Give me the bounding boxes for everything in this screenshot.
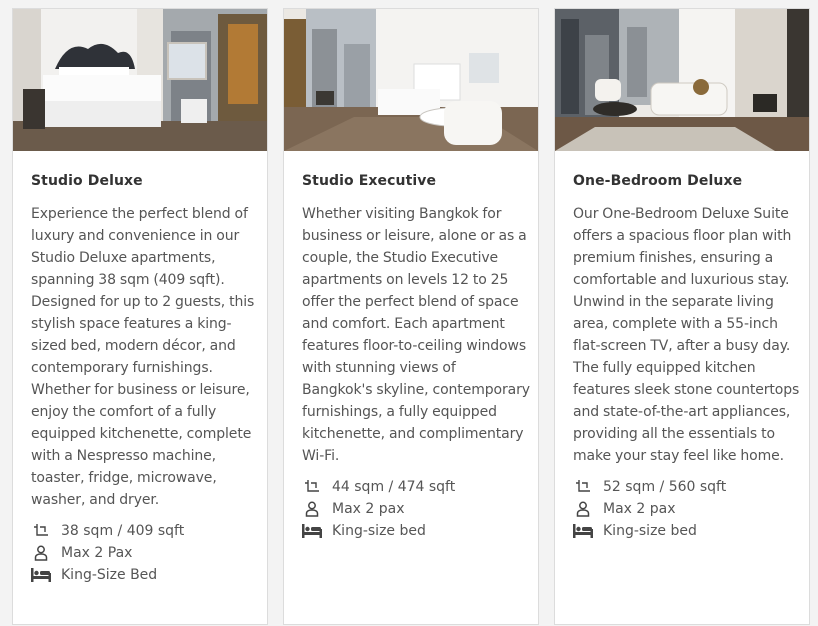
floor-area-icon — [31, 522, 51, 540]
room-title: Studio Executive — [302, 173, 437, 189]
room-card-studio-deluxe — [12, 8, 268, 625]
feature-bed-text: King-Size Bed — [61, 567, 158, 583]
bed-icon — [573, 522, 593, 540]
feature-bed-text: King-size bed — [332, 523, 426, 539]
feature-bed-text: King-size bed — [603, 523, 697, 539]
feature-area-text: 44 sqm / 474 sqft — [332, 479, 456, 495]
guest-icon — [31, 544, 51, 562]
floor-area-icon — [302, 478, 322, 496]
bed-icon — [302, 522, 322, 540]
room-title: Studio Deluxe — [31, 173, 143, 189]
feature-bed — [302, 520, 530, 542]
feature-area — [302, 476, 530, 498]
feature-bed — [31, 564, 259, 586]
feature-guests-text: Max 2 Pax — [61, 545, 133, 561]
room-card-one-bedroom-deluxe — [554, 8, 810, 625]
room-photo[interactable] — [555, 9, 809, 151]
guest-icon — [302, 500, 322, 518]
feature-guests — [31, 542, 259, 564]
room-description: Whether visiting Bangkok for business or leisure, alone or as a couple, the Studio Executive apartments on levels 12 to 25 offer the perfect blend of space and comfort. Each apartment features floor-to-ceiling windows with stunning views of Bangkok's skyline, contemporary furnishings, a fully equipped kitchenette, and complimentary Wi-Fi. — [302, 206, 530, 464]
guest-icon — [573, 500, 593, 518]
room-features — [31, 520, 259, 586]
bed-icon — [31, 566, 51, 584]
feature-area-text: 52 sqm / 560 sqft — [603, 479, 727, 495]
feature-guests — [302, 498, 530, 520]
room-photo[interactable] — [284, 9, 538, 151]
feature-area-text: 38 sqm / 409 sqft — [61, 523, 185, 539]
feature-guests-text: Max 2 pax — [603, 501, 676, 517]
feature-guests — [573, 498, 801, 520]
floor-area-icon — [573, 478, 593, 496]
feature-area — [31, 520, 259, 542]
room-photo[interactable] — [13, 9, 267, 151]
room-card-studio-executive — [283, 8, 539, 625]
room-features — [302, 476, 530, 542]
room-description: Our One-Bedroom Deluxe Suite offers a spacious floor plan with premium finishes, ensuring a comfortable and luxurious stay. Unwind in the separate living area, complete with a 55-inch flat-screen TV, after a busy day. The fully equipped kitchen features sleek stone countertops and state-of-the-art appliances, providing all the essentials to make your stay feel like home. — [573, 206, 800, 464]
room-features — [573, 476, 801, 542]
feature-guests-text: Max 2 pax — [332, 501, 405, 517]
room-title: One-Bedroom Deluxe — [573, 173, 743, 189]
feature-area — [573, 476, 801, 498]
feature-bed — [573, 520, 801, 542]
room-description: Experience the perfect blend of luxury and convenience in our Studio Deluxe apartments, spanning 38 sqm (409 sqft). Designed for up to 2 guests, this stylish space features a king-sized bed, modern décor, and contemporary furnishings. Whether for business or leisure, enjoy the comfort of a fully equipped kitchenette, complete with a Nespresso machine, toaster, fridge, microwave, washer, and dryer. — [31, 206, 255, 508]
